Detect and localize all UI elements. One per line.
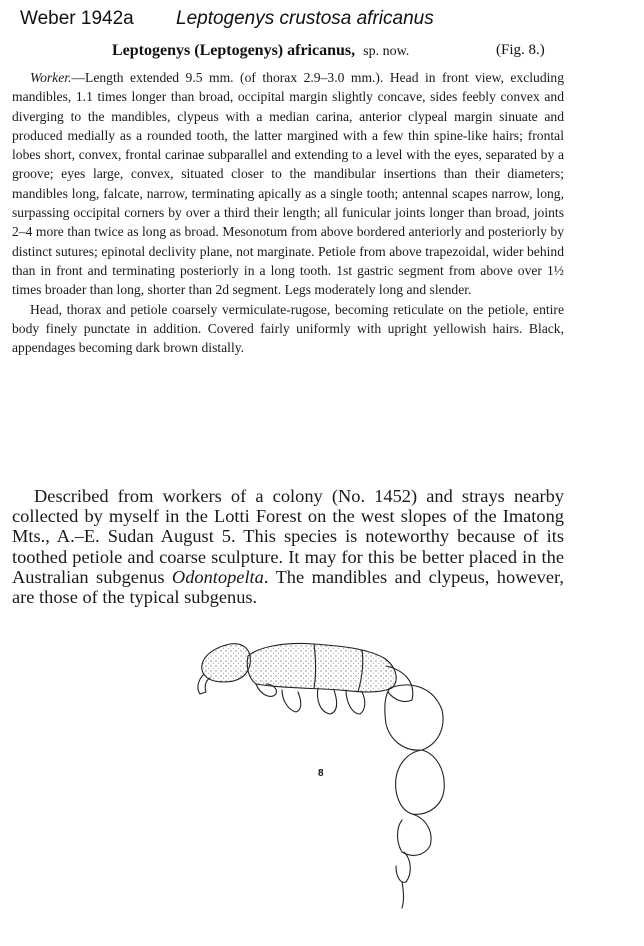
ant-mid-coxa [318, 688, 337, 714]
ant-gaster-segment-1 [385, 685, 443, 750]
ant-fore-coxa [282, 690, 301, 712]
worker-description [12, 68, 564, 357]
title-genus: Leptogenys [112, 42, 191, 59]
ant-head [202, 644, 251, 682]
ant-hind-coxa [346, 690, 365, 714]
figure-number: 8 [318, 768, 324, 779]
description-paragraph-2: Head, thorax and petiole coarsely vermiculate-rugose, becoming reticulate on the petiole, entire body finely punctate in addition. Covered fairly uniformly with upright yellowish hairs. Black, appendages becoming dark brown distally. [12, 301, 564, 356]
collection-notes [12, 486, 564, 607]
ant-gaster-segment-3 [398, 814, 432, 855]
notes-subgenus-name: Odontopelta [171, 566, 264, 587]
notes-text-b: . The mandibles and clypeus, however, are those of the typical subgenus. [12, 566, 564, 608]
title-status: sp. now. [363, 44, 410, 59]
description-text-1: —Length extended 9.5 mm. (of thorax 2.9–3.0 mm.). Head in front view, excluding mandibles, 1.1 times longer than broad, occipital margin slightly concave, sides feebly convex and diverging to the mandibles, clypeus with a median carina, anterior clypeal margin sinuate and produced medially as a rounded tooth, the latter margined with a few thin spine-like hairs; frontal lobes short, convex, frontal carinae subparallel and extending to a level with the eyes, separated by a groove; eyes large, convex, situated closer to the mandibular insertions than their diameters; mandibles long, falcate, narrow, terminating apically as a single tooth; antennal scapes narrow, long, surpassing occipital corners by over a third their length; all funicular joints longer than broad, joints 2–4 more than twice as long as broad. Mesonotum from above bordered anteriorly and posteriorly by distinct sutures; epinotal declivity plane, not marginate. Petiole from above trapezoidal, wider behind than in front and terminating posteriorly in a long tooth. 1st gastric segment from above over 1½ times broader than long, shorter than 2d segment. Legs moderately long and slender. [12, 70, 564, 298]
ant-gaster-segment-4 [396, 852, 410, 882]
citation-taxon-name: Leptogenys crustosa africanus [176, 8, 434, 29]
description-paragraph-1 [12, 68, 564, 300]
title-subgenus: (Leptogenys) [194, 42, 284, 59]
caste-label: Worker. [30, 70, 72, 85]
species-title [112, 42, 545, 60]
title-fig-ref: (Fig. 8.) [496, 42, 545, 58]
title-species: africanus, [287, 42, 356, 59]
ant-figure-drawing [190, 630, 450, 910]
notes-text-a: Described from workers of a colony (No. 1452) and strays nearby collected by myself in the Lotti Forest on the west slopes of the Imatong Mts., A.–E. Sudan August 5. This species is noteworthy because of its toothed petiole and coarse sculpture. It may for this be better placed in the Australian subgenus [12, 486, 564, 587]
ant-gaster-segment-2 [396, 750, 445, 814]
citation-author-year: Weber 1942a [20, 8, 134, 29]
ant-gaster-tip [402, 882, 404, 908]
